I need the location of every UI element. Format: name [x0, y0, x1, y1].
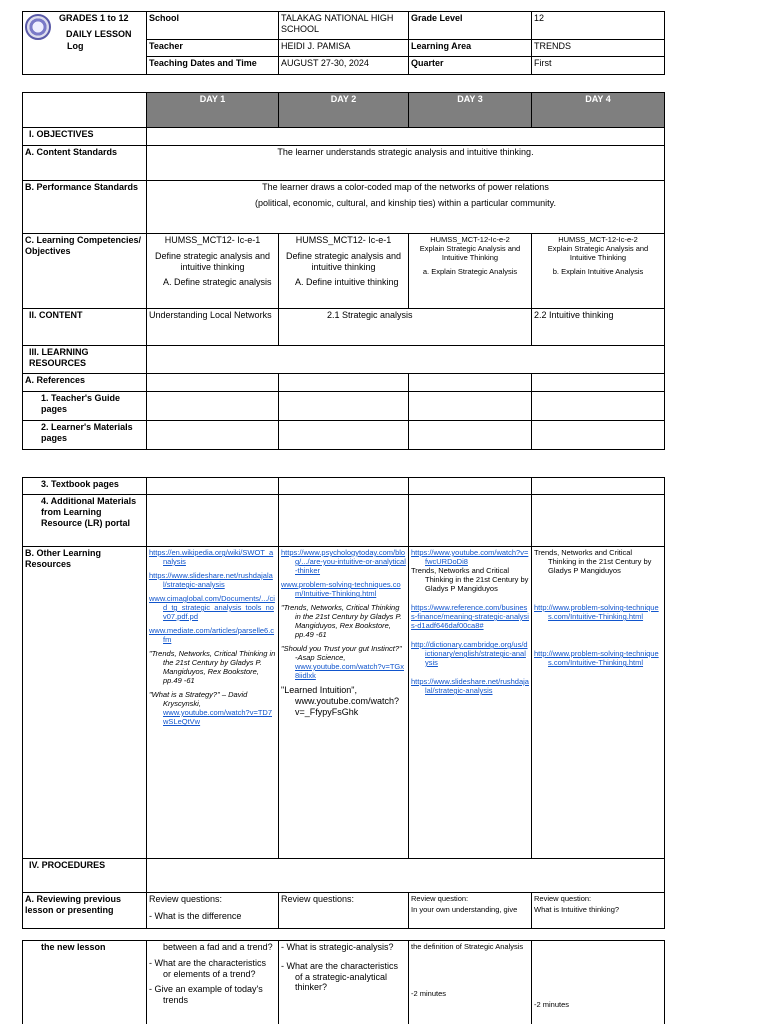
- resource-link[interactable]: https://www.slideshare.net/rushdajalal/strategic-analysis: [411, 677, 529, 695]
- competency-day-4: [532, 234, 665, 309]
- learners-materials-label: 2. Learner's Materials pages: [23, 421, 147, 450]
- objectives-blank: [147, 128, 665, 146]
- resource-quote: "What is a Strategy?" – David Kryscynski,: [149, 690, 248, 708]
- cell: [532, 478, 665, 495]
- review-time: -2 minutes: [411, 989, 447, 998]
- resource-book: "Trends, Networks, Critical Thinking in the 21st Century by Gladys P. Mangiduyos, Rex Bookstore, pp.49 -61: [281, 603, 402, 639]
- cell: [409, 374, 532, 392]
- resource-link[interactable]: http://www.problem-solving-techniques.com/Intuitive-Thinking.html: [534, 649, 659, 667]
- day-4-header: DAY 4: [532, 93, 665, 128]
- performance-line-2: (political, economic, cultural, and kinship ties) within a particular community.: [255, 197, 556, 208]
- review-question: - What are the characteristics or elements of a trend?: [149, 957, 267, 979]
- cell: [279, 392, 409, 421]
- review-title: Review question:: [534, 894, 592, 903]
- competency-day-2: [279, 234, 409, 309]
- logo-subtitle-2: Log: [67, 41, 84, 52]
- procedures-blank: [147, 859, 665, 893]
- cell: [147, 374, 279, 392]
- resource-link[interactable]: www.cimaglobal.com/Documents/.../cid_tg_strategic_analysis_tools_nov07.pdf.pd: [149, 594, 275, 621]
- review-day-3: [409, 893, 532, 929]
- review-day-1: [147, 893, 279, 929]
- logo-subtitle: DAILY LESSON: [66, 29, 132, 40]
- references-label: A. References: [23, 374, 147, 392]
- area-value: TRENDS: [532, 40, 665, 57]
- resource-link[interactable]: https://www.youtube.com/watch?v=fwcURDoDi8: [411, 548, 529, 566]
- resource-link[interactable]: https://www.slideshare.net/rushdajalal/strategic-analysis: [149, 571, 273, 589]
- resource-link[interactable]: www.problem-solving-techniques.com/Intuitive-Thinking.html: [281, 580, 401, 598]
- lesson-table-part-3: [22, 940, 665, 1024]
- cell: [147, 421, 279, 450]
- day-1-header: DAY 1: [147, 93, 279, 128]
- performance-standards: [147, 181, 665, 234]
- competency-code: HUMSS_MCT-12-Ic-e-2: [558, 235, 638, 244]
- review-title: Review questions:: [149, 894, 223, 904]
- logo-cell: [23, 12, 147, 75]
- content-label: II. CONTENT: [23, 309, 147, 346]
- quarter-label: Quarter: [409, 57, 532, 75]
- cell: [409, 478, 532, 495]
- resource-link[interactable]: www.youtube.com/watch?v=TD7wSLeQtVw: [163, 708, 273, 726]
- other-resources-day-1: [147, 547, 279, 859]
- resource-learned-intuition: "Learned Intuition", www.youtube.com/watch?v=_FfypyFsGhk: [281, 685, 400, 717]
- competency-text: Define strategic analysis and intuitive thinking: [154, 250, 271, 272]
- performance-standards-label: B. Performance Standards: [23, 181, 147, 234]
- review-question: - What is the difference: [149, 910, 242, 921]
- competencies-label: C. Learning Competencies/ Objectives: [23, 234, 147, 309]
- review-day-3-cont: [409, 941, 532, 1024]
- cell: [279, 478, 409, 495]
- cell: [532, 392, 665, 421]
- objectives-label: I. OBJECTIVES: [23, 128, 147, 146]
- resource-book: Trends, Networks and Critical Thinking in the 21st Century by Gladys P Mangiduyos: [411, 566, 529, 593]
- cell: [532, 495, 665, 547]
- other-resources-label: B. Other Learning Resources: [23, 547, 147, 859]
- review-time: -2 minutes: [534, 1000, 570, 1009]
- other-resources-day-2: [279, 547, 409, 859]
- cell: [532, 421, 665, 450]
- competency-code: HUMSS_MCT12- Ic-e-1: [295, 235, 392, 245]
- quarter-value: First: [532, 57, 665, 75]
- review-question: between a fad and a trend?: [163, 942, 273, 952]
- competency-item: a. Explain Strategic Analysis: [422, 267, 518, 276]
- review-day-2-cont: [279, 941, 409, 1024]
- review-text: In your own understanding, give: [411, 905, 518, 914]
- teacher-label: Teacher: [147, 40, 279, 57]
- resource-link[interactable]: http://dictionary.cambridge.org/us/dictionary/english/strategic-analysis: [411, 640, 528, 667]
- review-day-4-cont: [532, 941, 665, 1024]
- teachers-guide-label: 1. Teacher's Guide pages: [23, 392, 147, 421]
- empty-corner: [23, 93, 147, 128]
- review-title: Review question:: [411, 894, 469, 903]
- review-title: Review questions:: [281, 894, 355, 904]
- reviewing-label: A. Reviewing previous lesson or presenting: [23, 893, 147, 929]
- cell: [279, 495, 409, 547]
- day-3-header: DAY 3: [409, 93, 532, 128]
- resource-book: Trends, Networks and Critical Thinking in the 21st Century by Gladys P Mangiduyos: [534, 548, 652, 575]
- competency-text: Define strategic analysis and intuitive thinking: [285, 250, 402, 272]
- competency-day-3: [409, 234, 532, 309]
- cell: [279, 374, 409, 392]
- reviewing-label-cont: the new lesson: [23, 941, 147, 1024]
- textbook-label: 3. Textbook pages: [23, 478, 147, 495]
- cell: [279, 421, 409, 450]
- content-standards-label: A. Content Standards: [23, 146, 147, 181]
- competency-code: HUMSS_MCT12- Ic-e-1: [164, 235, 261, 245]
- review-text: What is Intuitive thinking?: [534, 905, 620, 914]
- resource-book: "Trends, Networks, Critical Thinking in the 21st Century by Gladys P. Mangiduyos, Rex Bookstore, pp.49 -61: [149, 649, 276, 685]
- competency-item: A. Define intuitive thinking: [295, 277, 399, 288]
- additional-materials-label: 4. Additional Materials from Learning Resource (LR) portal: [23, 495, 147, 547]
- area-label: Learning Area: [409, 40, 532, 57]
- resource-quote: "Should you Trust your gut Instinct?" -Asap Science,: [281, 644, 402, 662]
- cell: [409, 495, 532, 547]
- resource-link[interactable]: www.youtube.com/watch?v=TGx8iidlxk: [295, 662, 405, 680]
- other-resources-day-3: [409, 547, 532, 859]
- cell: [532, 374, 665, 392]
- review-question: - What are the characteristics of a strategic-analytical thinker?: [281, 960, 399, 993]
- learning-resources-blank: [147, 346, 665, 374]
- cell: [147, 478, 279, 495]
- resource-link[interactable]: https://en.wikipedia.org/wiki/SWOT_analysis: [149, 548, 274, 566]
- resource-link[interactable]: https://www.psychologytoday.com/blog/.../are-you-intuitive-or-analytical-thinker: [281, 548, 406, 575]
- cell: [409, 421, 532, 450]
- review-day-4: [532, 893, 665, 929]
- cell: [409, 392, 532, 421]
- resource-link[interactable]: https://www.reference.com/business-finance/meaning-strategic-analysis-d1adf646daf00ca8#: [411, 603, 529, 630]
- content-day-4: 2.2 Intuitive thinking: [532, 309, 665, 346]
- competency-day-1: [147, 234, 279, 309]
- cell: [147, 392, 279, 421]
- review-question: - Give an example of today's trends: [149, 984, 263, 1006]
- review-text: the definition of Strategic Analysis: [411, 942, 524, 951]
- cell: [147, 495, 279, 547]
- grade-label: Grade Level: [409, 12, 532, 40]
- dates-label: Teaching Dates and Time: [147, 57, 279, 75]
- lesson-table-part-1: [22, 92, 665, 450]
- lesson-table-part-2: [22, 477, 665, 929]
- procedures-label: IV. PROCEDURES: [23, 859, 147, 893]
- teacher-value: HEIDI J. PAMISA: [279, 40, 409, 57]
- review-day-2: [279, 893, 409, 929]
- content-standards: The learner understands strategic analysis and intuitive thinking.: [147, 146, 665, 181]
- competency-code: HUMSS_MCT-12-Ic-e-2: [430, 235, 510, 244]
- competency-text: Explain Strategic Analysis and Intuitive Thinking: [547, 244, 649, 262]
- learning-resources-label: III. LEARNING RESOURCES: [23, 346, 147, 374]
- resource-link[interactable]: http://www.problem-solving-techniques.com/Intuitive-Thinking.html: [534, 603, 659, 621]
- school-value: TALAKAG NATIONAL HIGH SCHOOL: [279, 12, 409, 40]
- resource-link[interactable]: www.mediate.com/articles/parselle6.cfm: [149, 626, 275, 644]
- competency-text: Explain Strategic Analysis and Intuitive Thinking: [419, 244, 521, 262]
- competency-item: A. Define strategic analysis: [163, 277, 272, 288]
- competency-item: b. Explain Intuitive Analysis: [552, 267, 644, 276]
- deped-seal-icon: [25, 14, 51, 40]
- review-day-1-cont: [147, 941, 279, 1024]
- school-label: School: [147, 12, 279, 40]
- grade-value: 12: [532, 12, 665, 40]
- review-question: - What is strategic-analysis?: [281, 942, 394, 952]
- dates-value: AUGUST 27-30, 2024: [279, 57, 409, 75]
- other-resources-day-4: [532, 547, 665, 859]
- header-table: [22, 11, 665, 75]
- performance-line-1: The learner draws a color-coded map of the networks of power relations: [262, 182, 549, 192]
- content-day-1: Understanding Local Networks: [147, 309, 279, 346]
- day-2-header: DAY 2: [279, 93, 409, 128]
- content-day-2-3: 2.1 Strategic analysis: [279, 309, 532, 346]
- logo-title: GRADES 1 to 12: [59, 13, 129, 23]
